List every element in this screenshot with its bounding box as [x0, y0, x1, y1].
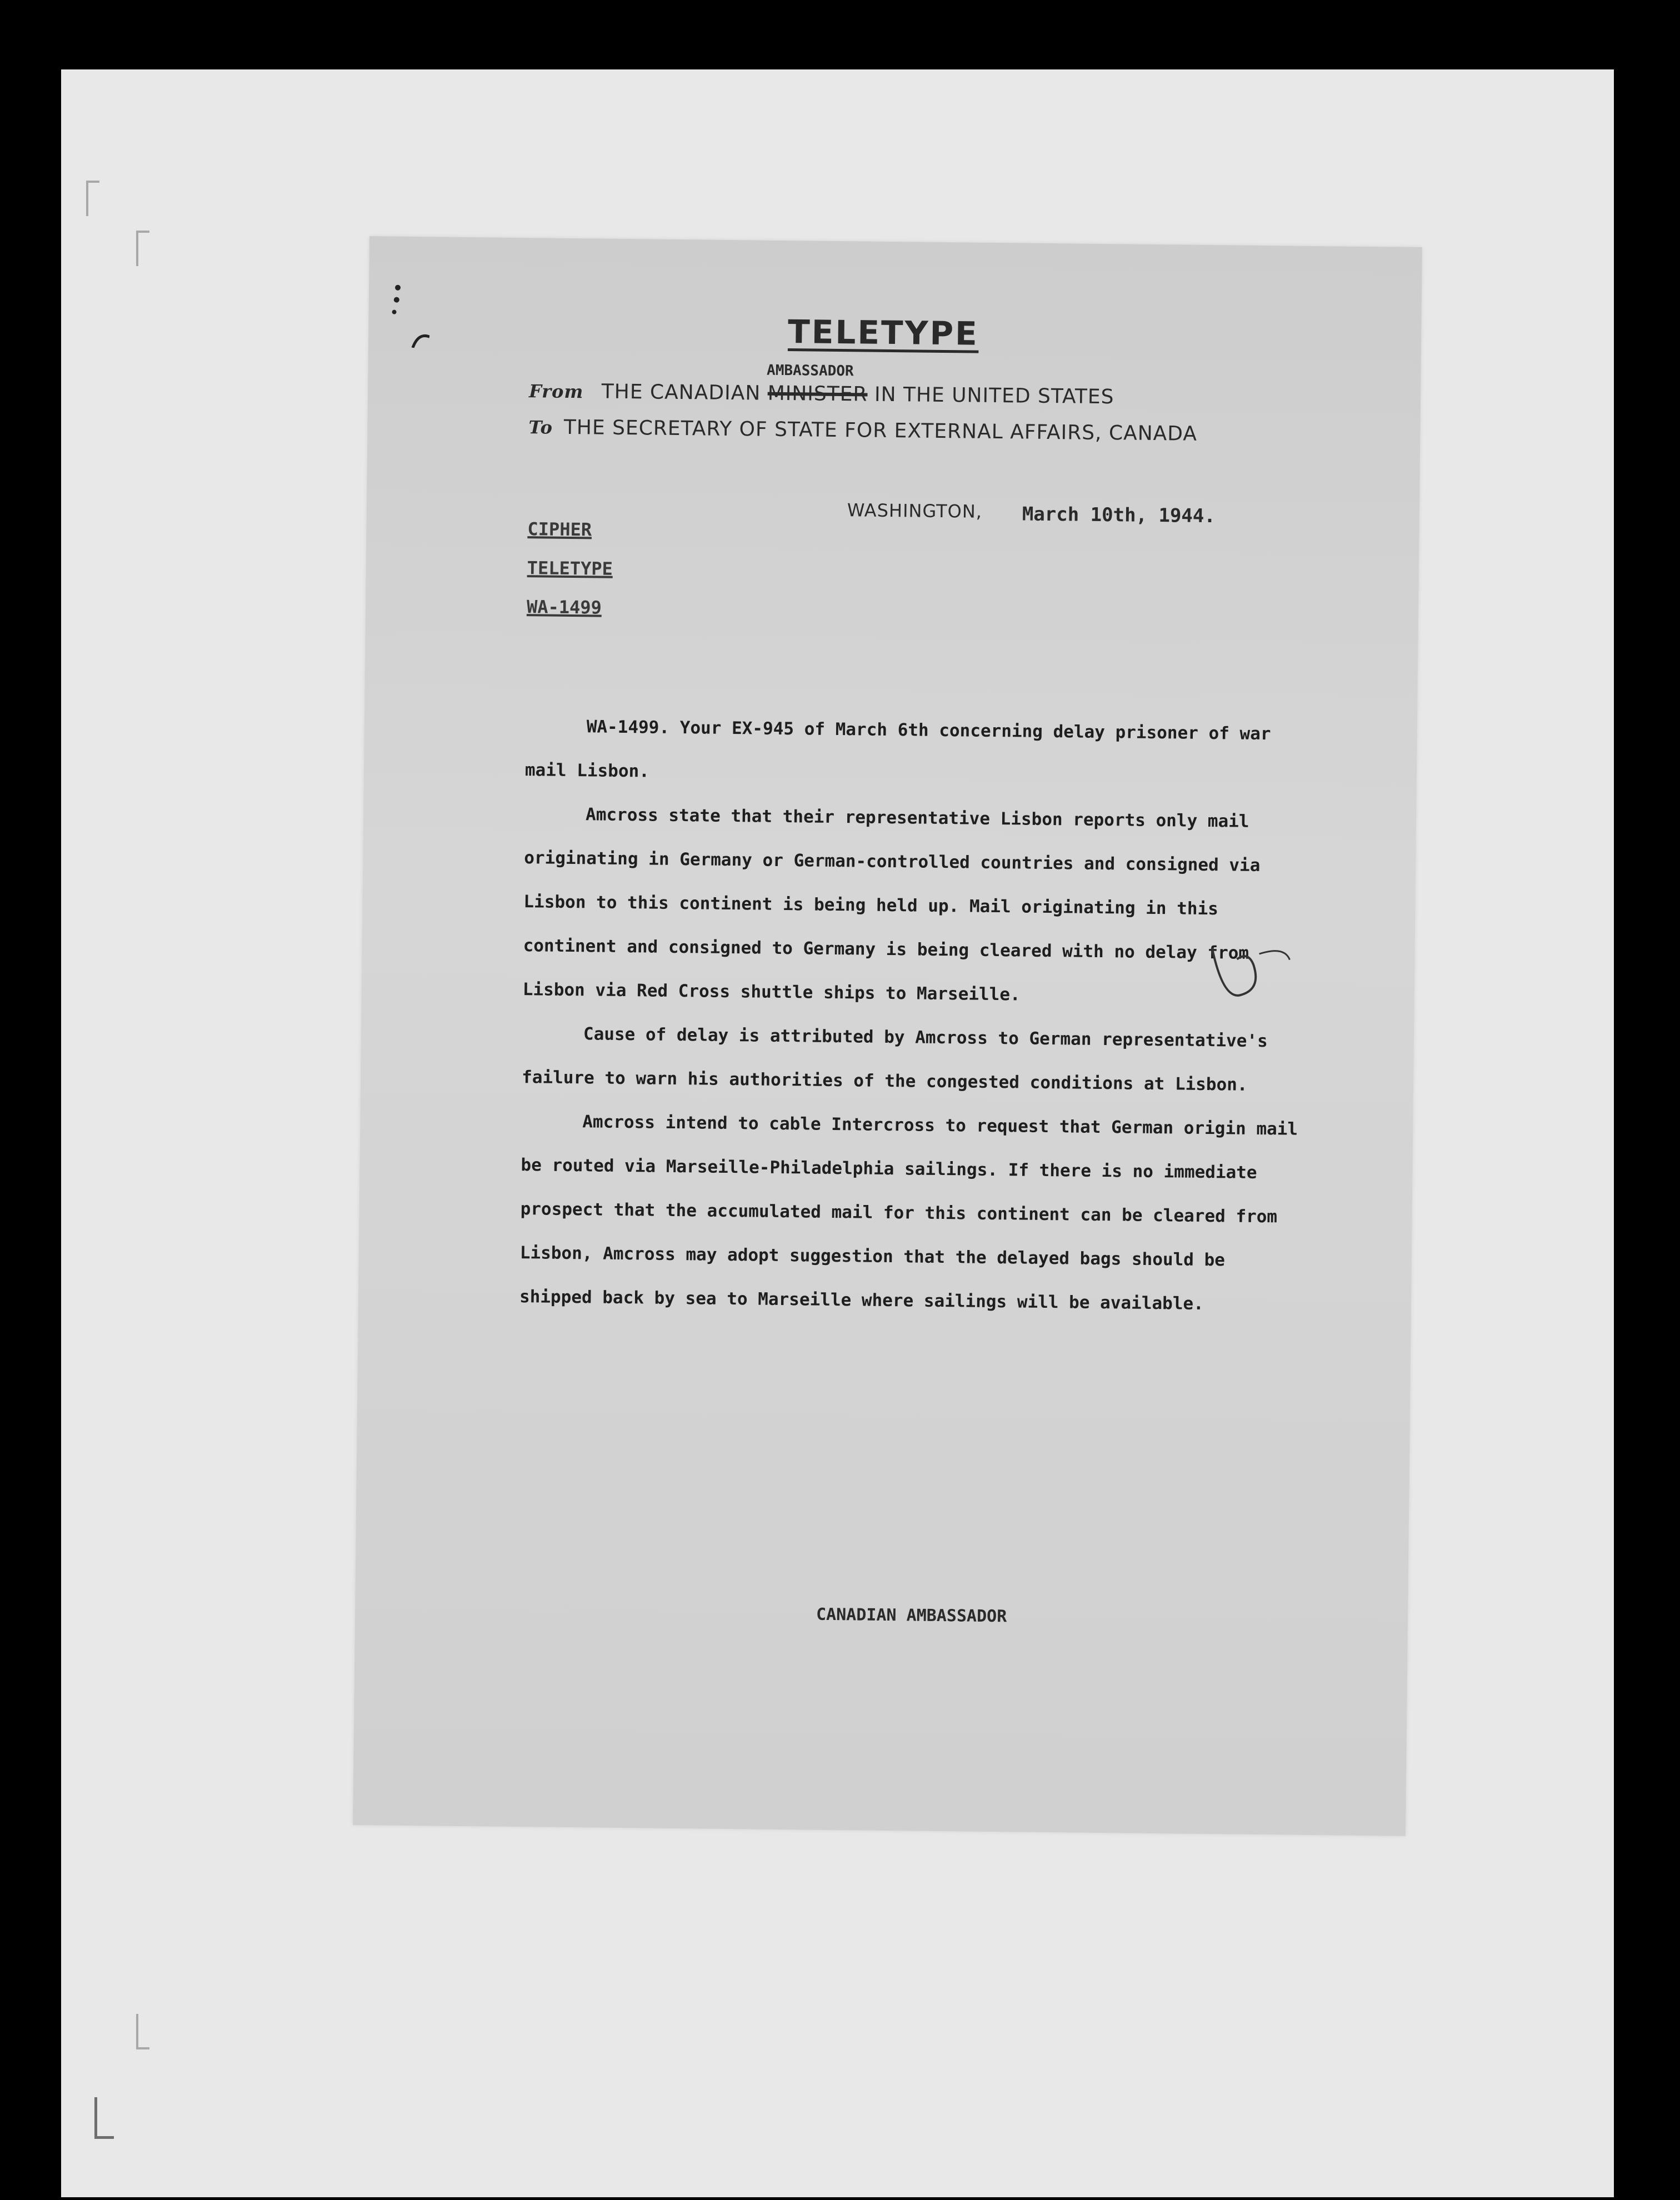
from-label: From — [528, 381, 584, 403]
ref-line-number: WA-1499 — [526, 596, 602, 618]
from-suffix: IN THE UNITED STATES — [874, 383, 1114, 409]
ref-line-cipher: CIPHER — [527, 518, 592, 541]
struck-title — [766, 362, 868, 406]
document-title: TELETYPE — [787, 313, 979, 353]
paragraph: Amcross intend to cable Intercross to request that German origin mail be routed via Marseille-Philadelphia sailings. If there is no immediate prospect that the accumulated mail for this continent can be cleared from Lisbon, Amcross may adopt suggestion that the delayed bags should be shipped back by sea to Marseille where sailings will be available. — [519, 1112, 1298, 1314]
paragraph: WA-1499. Your EX-945 of March 6th concerning delay prisoner of war mail Lisbon. — [524, 717, 1271, 782]
to-line — [528, 416, 1197, 446]
message-body — [519, 704, 1304, 1327]
handwritten-check-mark — [1206, 942, 1296, 1010]
film-registration-mark — [136, 231, 149, 266]
paragraph: Amcross state that their representative Lisbon reports only mail originating in Germany or German-controlled countries and consigned via Lisbon to this continent is being held up. Mail originating in this continent and consigned to Germany is being cleared with no delay from Lisbon via Red Cross shuttle ships to Marseille. — [522, 804, 1261, 1005]
date: March 10th, 1944. — [1022, 503, 1216, 528]
place: WASHINGTON, — [847, 499, 983, 522]
ref-line-teletype: TELETYPE — [527, 557, 613, 579]
from-prefix: THE CANADIAN — [601, 380, 761, 405]
film-registration-mark — [136, 2014, 149, 2049]
film-registration-mark — [94, 2097, 114, 2139]
typed-correction: AMBASSADOR — [766, 362, 854, 380]
struck-word: MINISTER — [767, 382, 868, 406]
to-text: THE SECRETARY OF STATE FOR EXTERNAL AFFAIRS, CANADA — [563, 416, 1198, 446]
microfilm-frame — [61, 69, 1614, 2197]
signature: CANADIAN AMBASSADOR — [816, 1604, 1007, 1627]
paragraph: Cause of delay is attributed by Amcross to German representative's failure to warn his authorities of the congested conditions at Lisbon. — [521, 1024, 1268, 1095]
teletype-sheet — [353, 236, 1422, 1836]
to-label: To — [528, 417, 553, 438]
punch-hole-marks — [391, 281, 430, 348]
from-line — [528, 362, 1114, 409]
film-registration-mark — [86, 181, 99, 216]
